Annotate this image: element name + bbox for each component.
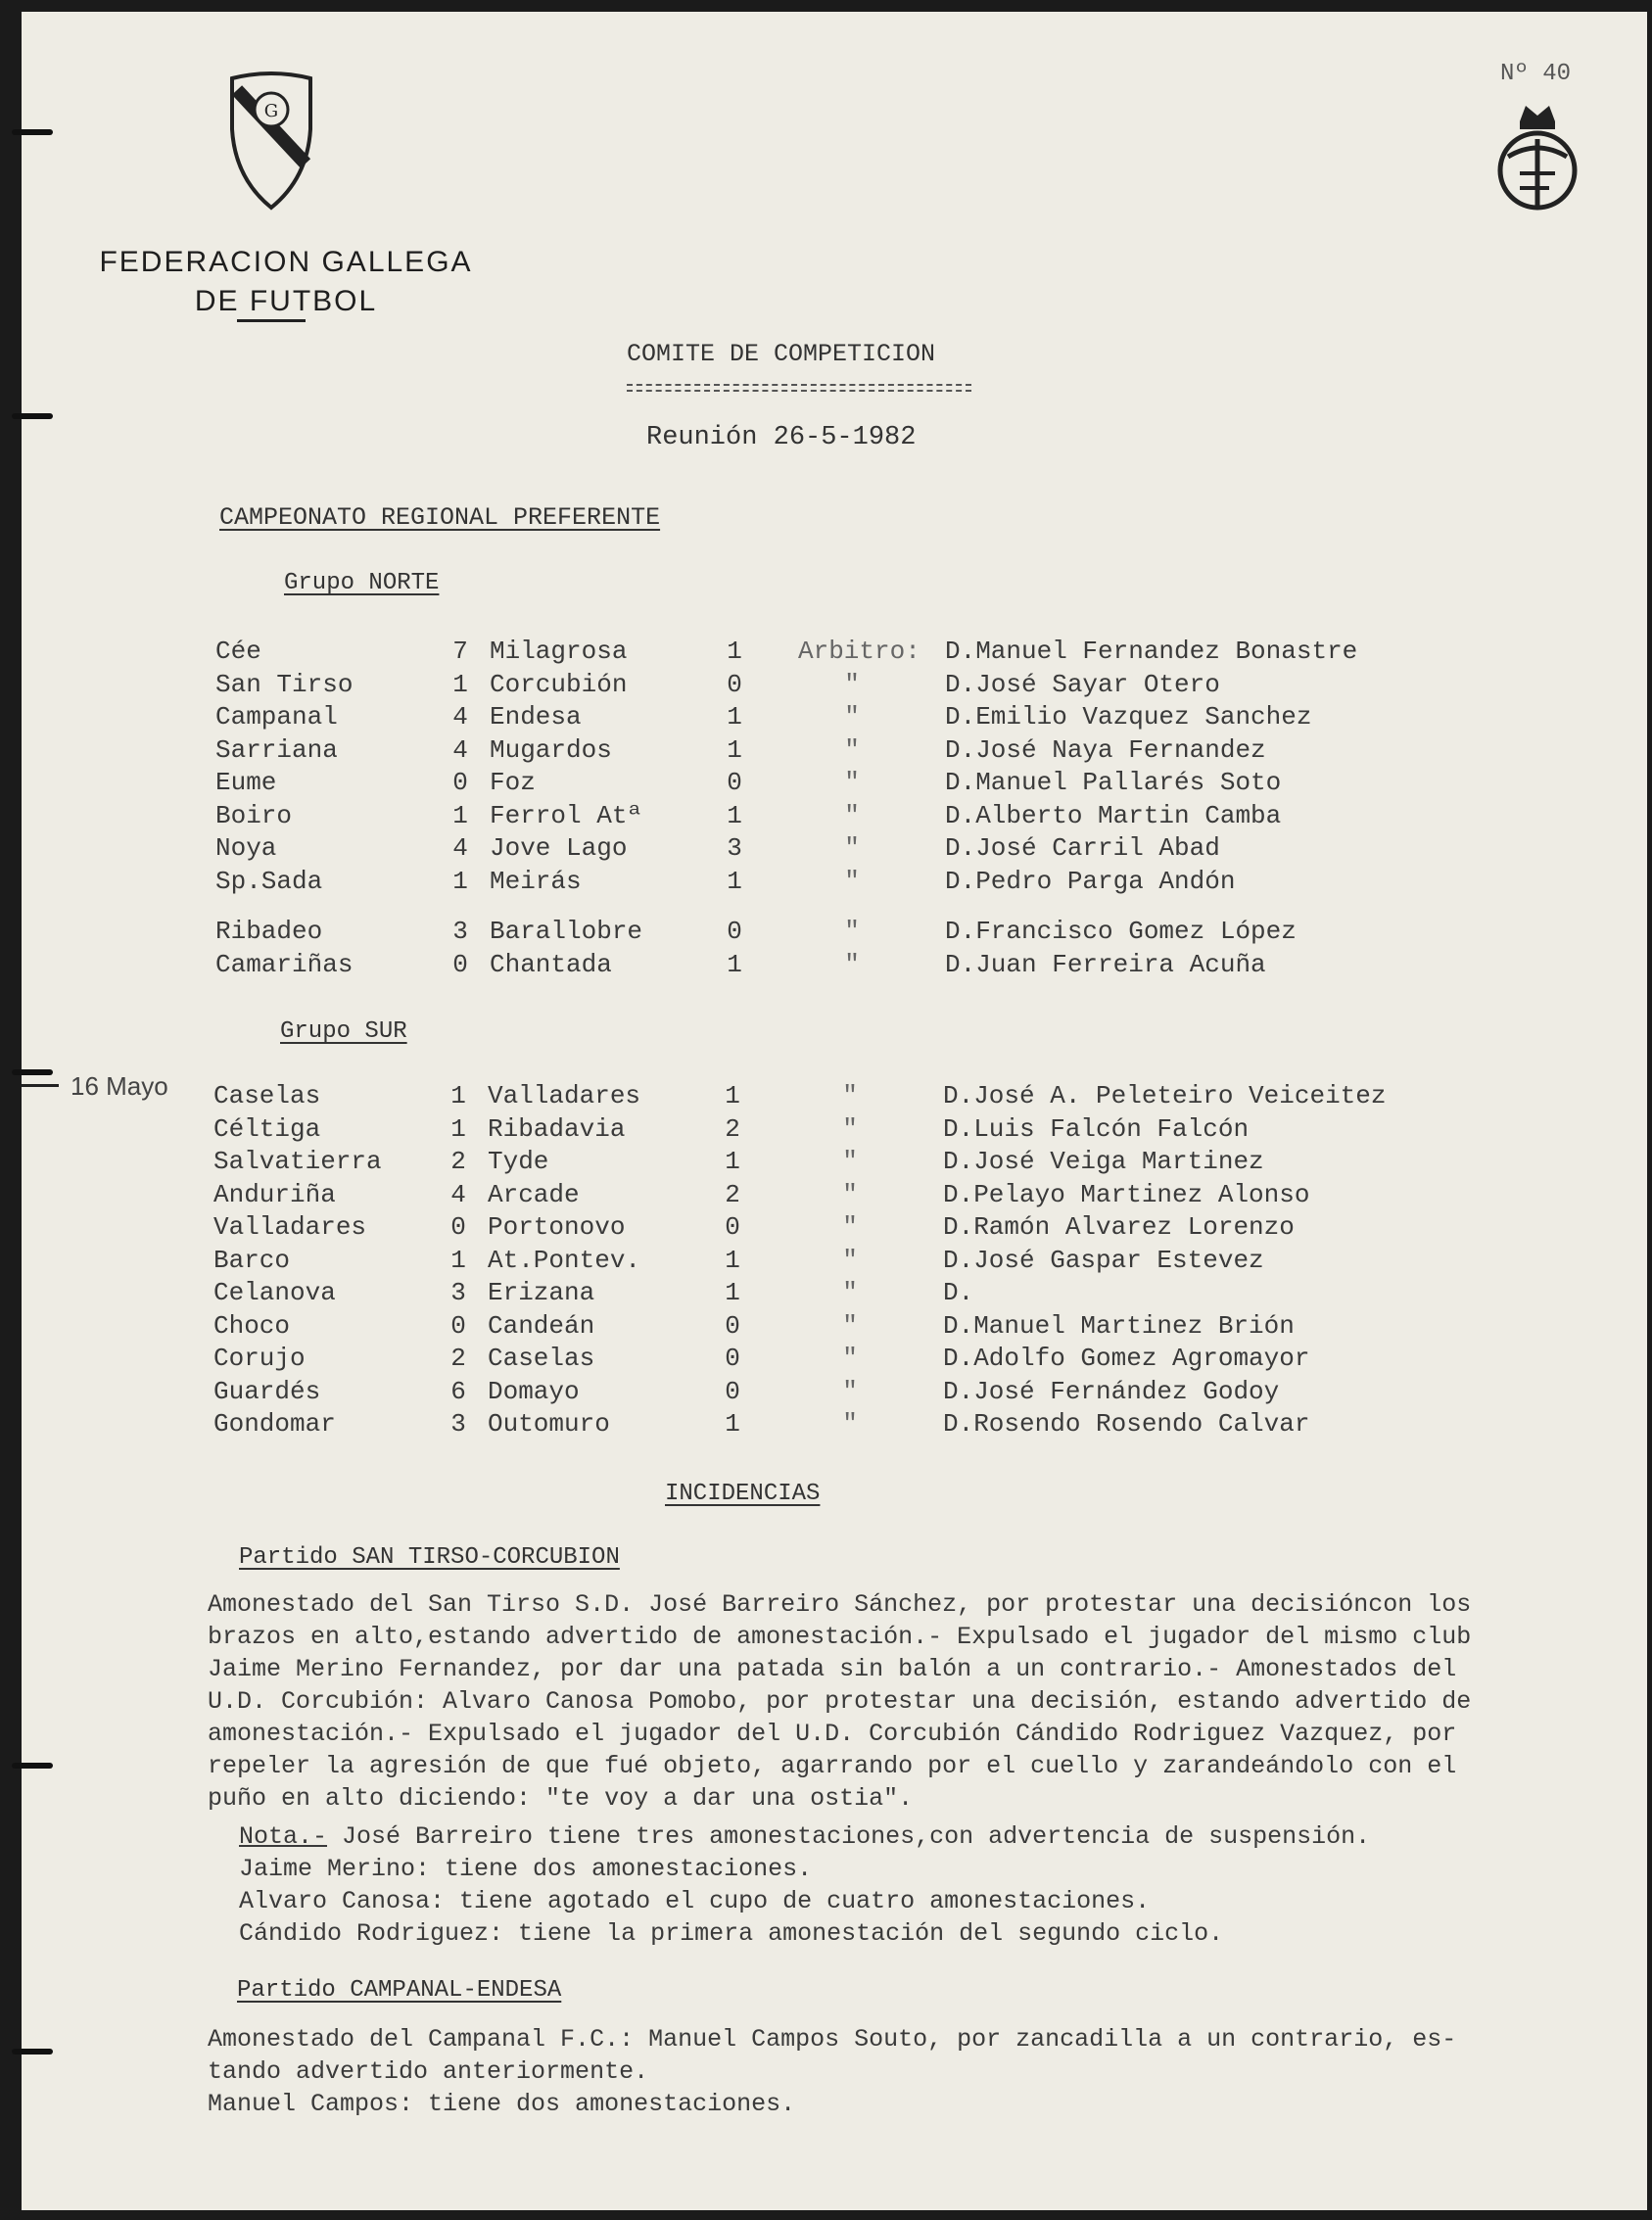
referee-label: " — [842, 1245, 858, 1275]
home-team: Sp.Sada — [215, 866, 323, 896]
nota-block — [239, 1820, 1370, 1950]
referee-label: " — [842, 1344, 858, 1373]
binder-hole-mark — [12, 1069, 53, 1075]
home-score: 2 — [450, 1147, 466, 1176]
referee-label: " — [842, 1179, 858, 1209]
away-team: Jove Lago — [490, 833, 628, 863]
text-line: U.D. Corcubión: Alvaro Canosa Pomobo, por protestar una decisión, estando advertido de — [208, 1687, 1472, 1716]
home-score: 6 — [450, 1376, 466, 1406]
away-team: Ferrol Atª — [490, 800, 643, 830]
away-team: Foz — [490, 768, 536, 797]
home-score: 4 — [450, 1179, 466, 1209]
away-team: Caselas — [488, 1344, 595, 1373]
away-team: Arcade — [488, 1179, 580, 1209]
home-score: 3 — [450, 1409, 466, 1439]
referee-label: " — [844, 800, 860, 830]
home-score: 1 — [450, 1245, 466, 1275]
referee-name: D.José Naya Fernandez — [945, 734, 1266, 765]
text-line: tando advertido anteriormente. — [208, 2057, 649, 2086]
committee-title-double-underline — [627, 384, 971, 392]
text-line: Jaime Merino: tiene dos amonestaciones. — [239, 1855, 813, 1883]
referee-name: D.Rosendo Rosendo Calvar — [943, 1409, 1310, 1439]
away-score: 1 — [727, 866, 742, 896]
home-team: Sarriana — [215, 734, 338, 765]
away-score: 0 — [725, 1310, 740, 1341]
text-line: puño en alto diciendo: "te voy a dar una ostia". — [208, 1784, 914, 1813]
home-score: 1 — [452, 866, 468, 896]
away-score: 1 — [725, 1147, 740, 1176]
home-score: 4 — [452, 833, 468, 863]
referee-name: D.Adolfo Gomez Agromayor — [943, 1344, 1310, 1373]
away-score: 1 — [727, 702, 742, 732]
partido-san-tirso-text — [208, 1588, 1471, 1815]
away-score: 0 — [727, 917, 742, 946]
away-score: 1 — [725, 1278, 740, 1307]
text-line: Amonestado del Campanal F.C.: Manuel Campos Souto, por zancadilla a un contrario, es- — [208, 2025, 1457, 2054]
away-score: 1 — [727, 637, 742, 666]
away-team: Valladares — [488, 1081, 641, 1110]
partido-campanal-heading: Partido CAMPANAL-ENDESA — [237, 1977, 562, 2004]
home-score: 1 — [450, 1081, 466, 1110]
away-team: Barallobre — [490, 917, 643, 946]
text-line: Cándido Rodriguez: tiene la primera amonestación del segundo ciclo. — [239, 1919, 1224, 1948]
text-line: amonestación.- Expulsado el jugador del U.D. Corcubión Cándido Rodriguez Vazquez, por — [208, 1720, 1457, 1748]
home-team: Noya — [215, 833, 277, 863]
home-team: Boiro — [215, 800, 293, 830]
referee-label: " — [842, 1310, 858, 1341]
referee-label: " — [842, 1113, 858, 1144]
federation-name — [80, 243, 492, 321]
away-team: Portonovo — [488, 1212, 626, 1242]
away-team: Candeán — [488, 1310, 595, 1341]
away-score: 1 — [727, 734, 742, 765]
referee-name: D.Luis Falcón Falcón — [943, 1113, 1250, 1144]
referee-name: D.Manuel Pallarés Soto — [945, 768, 1282, 797]
away-team: Corcubión — [490, 669, 628, 699]
home-score: 1 — [450, 1113, 466, 1144]
home-team: Barco — [213, 1245, 291, 1275]
away-team: Endesa — [490, 702, 582, 732]
referee-label: " — [842, 1409, 858, 1439]
home-team: Guardés — [213, 1376, 321, 1406]
away-team: Chantada — [490, 949, 612, 979]
referee-label: Arbitro: — [798, 637, 920, 666]
home-score: 3 — [452, 917, 468, 946]
incidencias-heading: INCIDENCIAS — [665, 1481, 821, 1507]
referee-label: " — [844, 669, 860, 699]
meeting-date: Reunión 26-5-1982 — [646, 423, 917, 452]
binder-hole-mark — [12, 129, 53, 135]
away-score: 1 — [725, 1245, 740, 1275]
home-score: 0 — [452, 768, 468, 797]
referee-label: " — [844, 734, 860, 765]
away-team: Mugardos — [490, 734, 612, 765]
home-team: Anduriña — [213, 1179, 336, 1209]
nota-first-line — [239, 1820, 1370, 1853]
referee-name: D.José Fernández Godoy — [943, 1376, 1280, 1406]
home-team: Eume — [215, 768, 277, 797]
home-score: 1 — [452, 669, 468, 699]
away-score: 1 — [725, 1081, 740, 1110]
committee-title: COMITE DE COMPETICION — [627, 340, 936, 368]
away-score: 1 — [727, 949, 742, 979]
referee-label: " — [844, 917, 860, 946]
away-team: Tyde — [488, 1147, 549, 1176]
home-score: 2 — [450, 1344, 466, 1373]
away-team: Ribadavia — [488, 1113, 626, 1144]
referee-name: D.José A. Peleteiro Veiceitez — [943, 1081, 1387, 1110]
home-team: Camariñas — [215, 949, 354, 979]
away-team: Domayo — [488, 1376, 580, 1406]
away-score: 0 — [725, 1344, 740, 1373]
referee-name: D.Manuel Fernandez Bonastre — [945, 637, 1358, 666]
home-team: Ribadeo — [215, 917, 323, 946]
federation-name-line1: FEDERACION GALLEGA — [99, 246, 473, 278]
referee-name: D.Manuel Martinez Brión — [943, 1310, 1295, 1341]
home-score: 0 — [450, 1310, 466, 1341]
home-team: Cée — [215, 637, 261, 666]
partido-campanal-text — [208, 2023, 1456, 2120]
referee-name: D.José Veiga Martinez — [943, 1147, 1264, 1176]
referee-name: D.Alberto Martin Camba — [945, 800, 1282, 830]
referee-label: " — [842, 1376, 858, 1406]
home-score: 4 — [452, 702, 468, 732]
home-team: Caselas — [213, 1081, 321, 1110]
referee-label: " — [842, 1212, 858, 1242]
home-team: Celanova — [213, 1278, 336, 1307]
away-score: 2 — [725, 1113, 740, 1144]
svg-text:G: G — [263, 101, 279, 121]
home-team: Corujo — [213, 1344, 306, 1373]
referee-name: D.Emilio Vazquez Sanchez — [945, 702, 1312, 732]
home-team: Gondomar — [213, 1409, 336, 1439]
binder-hole-mark — [12, 2049, 53, 2055]
nota-label: Nota.- — [239, 1822, 328, 1851]
away-score: 1 — [727, 800, 742, 830]
referee-name: D. — [943, 1278, 974, 1307]
referee-name: D.José Sayar Otero — [945, 669, 1220, 699]
home-team: Céltiga — [213, 1113, 321, 1144]
referee-name: D.Pelayo Martinez Alonso — [943, 1179, 1310, 1209]
home-team: Campanal — [215, 702, 338, 732]
federation-shield-logo-icon — [227, 71, 315, 213]
away-team: Outomuro — [488, 1409, 610, 1439]
document-number: Nº 40 — [1500, 61, 1572, 87]
home-score: 0 — [450, 1212, 466, 1242]
home-score: 1 — [452, 800, 468, 830]
away-team: At.Pontev. — [488, 1245, 641, 1275]
text-line: Alvaro Canosa: tiene agotado el cupo de cuatro amonestaciones. — [239, 1887, 1151, 1915]
text-line: repeler la agresión de que fué objeto, agarrando por el cuello y zarandeándolo con el — [208, 1752, 1457, 1780]
referee-label: " — [844, 866, 860, 896]
home-score: 7 — [452, 637, 468, 666]
referee-name: D.Pedro Parga Andón — [945, 866, 1236, 896]
group-norte-heading: Grupo NORTE — [284, 570, 440, 596]
nota-first-text: José Barreiro tiene tres amonestaciones,con advertencia de suspensión. — [327, 1822, 1371, 1851]
document-page — [22, 12, 1647, 2210]
margin-tick-mark — [22, 1084, 59, 1087]
text-line: Jaime Merino Fernandez, por dar una patada sin balón a un contrario.- Amonestados del — [208, 1655, 1457, 1683]
referee-name: D.Ramón Alvarez Lorenzo — [943, 1212, 1295, 1242]
away-score: 0 — [725, 1212, 740, 1242]
referee-label: " — [844, 702, 860, 732]
binder-hole-mark — [12, 413, 53, 419]
away-score: 0 — [727, 669, 742, 699]
partido-san-tirso-heading: Partido SAN TIRSO-CORCUBION — [239, 1544, 620, 1571]
away-score: 0 — [725, 1376, 740, 1406]
championship-heading: CAMPEONATO REGIONAL PREFERENTE — [219, 503, 661, 532]
home-score: 3 — [450, 1278, 466, 1307]
away-score: 3 — [727, 833, 742, 863]
away-score: 2 — [725, 1179, 740, 1209]
binder-hole-mark — [12, 1763, 53, 1769]
home-team: San Tirso — [215, 669, 354, 699]
away-team: Meirás — [490, 866, 582, 896]
home-score: 0 — [452, 949, 468, 979]
referee-name: D.Francisco Gomez López — [945, 917, 1297, 946]
text-line: Manuel Campos: tiene dos amonestaciones. — [208, 2090, 796, 2118]
home-team: Choco — [213, 1310, 291, 1341]
home-team: Valladares — [213, 1212, 367, 1242]
royal-crest-icon — [1490, 100, 1584, 217]
federation-name-line2: DE FUTBOL — [194, 285, 378, 317]
nota-lines — [239, 1853, 1370, 1950]
referee-name: D.José Gaspar Estevez — [943, 1245, 1264, 1275]
home-score: 4 — [452, 734, 468, 765]
away-score: 0 — [727, 768, 742, 797]
away-team: Erizana — [488, 1278, 595, 1307]
referee-label: " — [844, 768, 860, 797]
group-sur-heading: Grupo SUR — [280, 1018, 407, 1045]
referee-label: " — [842, 1147, 858, 1176]
referee-label: " — [844, 833, 860, 863]
referee-label: " — [844, 949, 860, 979]
referee-name: D.José Carril Abad — [945, 833, 1220, 863]
referee-name: D.Juan Ferreira Acuña — [945, 949, 1266, 979]
margin-date-note: 16 Mayo — [71, 1071, 168, 1101]
text-line: Amonestado del San Tirso S.D. José Barreiro Sánchez, por protestar una decisióncon los — [208, 1590, 1472, 1619]
home-team: Salvatierra — [213, 1147, 382, 1176]
federation-underline — [237, 319, 306, 322]
text-line: brazos en alto,estando advertido de amonestación.- Expulsado el jugador del mismo club — [208, 1623, 1472, 1651]
away-score: 1 — [725, 1409, 740, 1439]
referee-label: " — [842, 1278, 858, 1307]
away-team: Milagrosa — [490, 637, 628, 666]
referee-label: " — [842, 1081, 858, 1110]
